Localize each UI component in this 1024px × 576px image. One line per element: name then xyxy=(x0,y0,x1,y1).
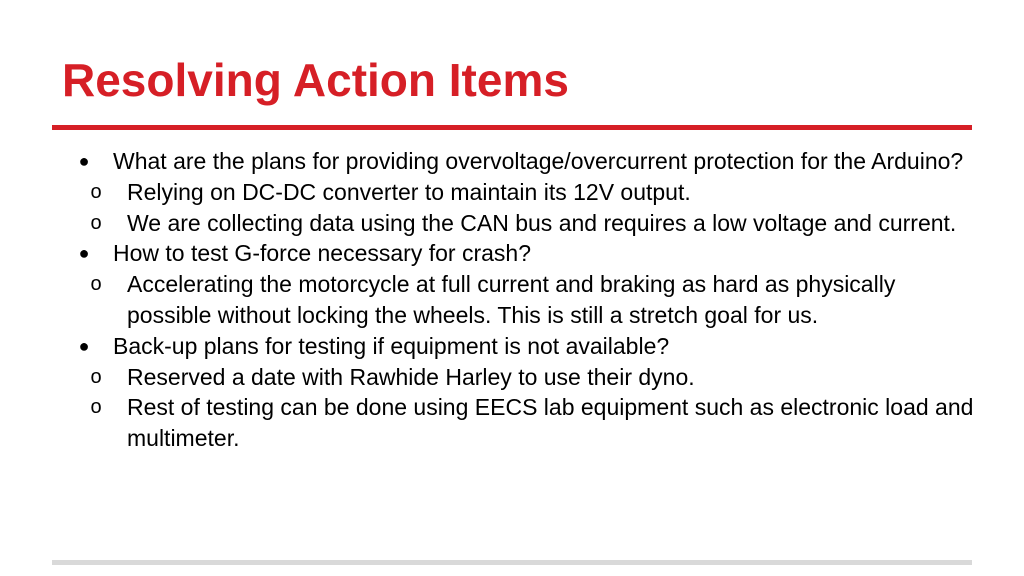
sub-bullet-item xyxy=(76,177,976,208)
sub-bullet-text: Relying on DC-DC converter to maintain its 12V output. xyxy=(127,178,691,205)
bullet-item xyxy=(76,146,976,177)
title-divider xyxy=(52,125,972,130)
sub-bullet-icon: o xyxy=(90,180,102,203)
bullet-list xyxy=(76,146,976,454)
sub-bullet-item xyxy=(76,362,976,393)
sub-bullet-list xyxy=(76,269,976,331)
sub-bullet-group xyxy=(76,362,976,454)
sub-bullet-group xyxy=(76,269,976,331)
slide-title: Resolving Action Items xyxy=(62,54,569,106)
sub-bullet-item xyxy=(76,392,976,454)
sub-bullet-item xyxy=(76,269,976,331)
sub-bullet-list xyxy=(76,177,976,239)
sub-bullet-icon: o xyxy=(90,365,102,388)
sub-bullet-group xyxy=(76,177,976,239)
sub-bullet-list xyxy=(76,362,976,454)
sub-bullet-text: We are collecting data using the CAN bus and requires a low voltage and current. xyxy=(127,209,957,236)
bullet-icon: ● xyxy=(78,243,90,264)
sub-bullet-icon: o xyxy=(90,211,102,234)
bullet-item xyxy=(76,238,976,269)
sub-bullet-icon: o xyxy=(90,273,102,296)
bullet-text: What are the plans for providing overvoltage/overcurrent protection for the Arduino? xyxy=(113,148,964,174)
bullet-icon: ● xyxy=(78,151,90,171)
sub-bullet-text: Rest of testing can be done using EECS lab equipment such as electronic load and multimeter. xyxy=(127,394,974,452)
footer-divider xyxy=(52,560,972,565)
bullet-text: Back-up plans for testing if equipment is not available? xyxy=(113,332,670,359)
bullet-item xyxy=(76,331,976,362)
sub-bullet-item xyxy=(76,208,976,239)
bullet-icon: ● xyxy=(78,335,90,356)
sub-bullet-icon: o xyxy=(90,396,102,419)
bullet-text: How to test G-force necessary for crash? xyxy=(113,240,531,267)
sub-bullet-text: Accelerating the motorcycle at full current and braking as hard as physically possible without locking the wheels. This is still a stretch goal for us. xyxy=(127,271,896,328)
sub-bullet-text: Reserved a date with Rawhide Harley to use their dyno. xyxy=(127,363,695,390)
